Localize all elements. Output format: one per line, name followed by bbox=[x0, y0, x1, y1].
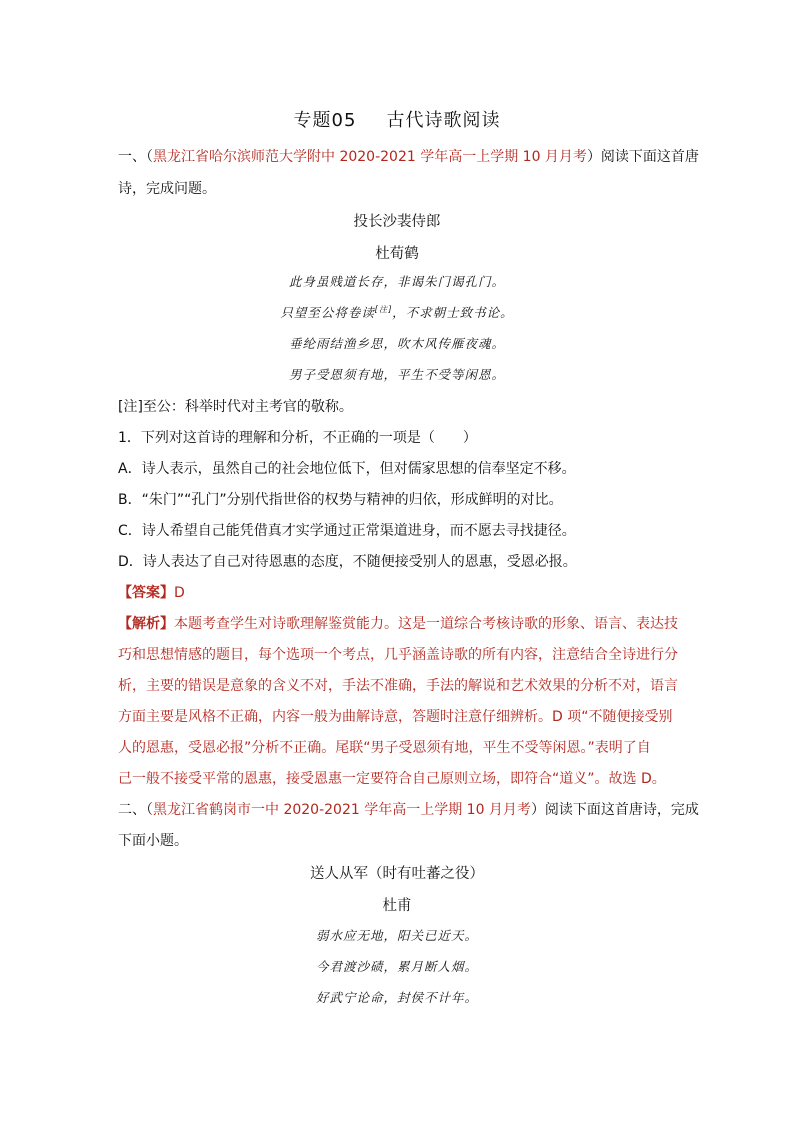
poem2-title: 送人从军（时有吐蕃之役） bbox=[310, 866, 484, 882]
poem1-line: 此身虽贱道长存，非谒朱门谒孔门。 bbox=[288, 274, 505, 289]
poem2-line: 今君渡沙碛，累月断人烟。 bbox=[315, 959, 478, 974]
question-1: 1．下列对这首诗的理解和分析，不正确的一项是（ ） bbox=[118, 430, 477, 446]
poem1-line: 垂纶雨结渔乡思，吹木风传雁夜魂。 bbox=[288, 336, 505, 351]
poem1-title: 投长沙裴侍郎 bbox=[353, 214, 441, 230]
poem1-line: 男子受恩须有地，平生不受等闲恩。 bbox=[288, 367, 505, 382]
analysis-line: 析，主要的错误是意象的含义不对，手法不准确，手法的解说和艺术效果的分析不对，语言 bbox=[118, 678, 678, 694]
q2-source: 黑龙江省鹤岗市一中 2020-2021 学年高一上学期 10 月月考 bbox=[153, 802, 531, 818]
analysis-line: 人的恩惠，受恩必报”分析不正确。尾联“男子受恩须有地，平生不受等闲恩。”表明了自 bbox=[118, 740, 651, 756]
poem2-author: 杜甫 bbox=[382, 898, 412, 914]
answer-label: 【答案】 bbox=[118, 585, 174, 601]
poem1-line: 只望至公将卷读[注]，不求朝士致书论。 bbox=[280, 304, 514, 320]
title-name: 古代诗歌阅读 bbox=[386, 110, 501, 131]
analysis-label: 【解析】 bbox=[118, 616, 174, 632]
q2-heading-cont: 下面小题。 bbox=[118, 833, 188, 849]
poem2-line: 弱水应无地，阳关已近天。 bbox=[315, 928, 478, 943]
q1-heading: 一、（黑龙江省哈尔滨师范大学附中 2020-2021 学年高一上学期 10 月月考）阅读下面这首唐 bbox=[118, 149, 699, 165]
q1-heading-cont: 诗，完成问题。 bbox=[118, 181, 216, 197]
page-title bbox=[0, 106, 794, 132]
answer bbox=[118, 582, 185, 602]
q1-source: 黑龙江省哈尔滨师范大学附中 2020-2021 学年高一上学期 10 月月考 bbox=[153, 149, 587, 165]
footnote-mark: [注] bbox=[374, 304, 393, 314]
q2-heading: 二、（黑龙江省鹤岗市一中 2020-2021 学年高一上学期 10 月月考）阅读下面这首唐诗，完成 bbox=[118, 802, 699, 818]
analysis-line: 己一般不接受平常的恩惠，接受恩惠一定要符合自己原则立场，即符合“道义”。故选 D。 bbox=[118, 771, 666, 787]
footnote: [注]至公：科举时代对主考官的敬称。 bbox=[118, 399, 353, 415]
answer-value: D bbox=[174, 585, 185, 601]
option-c: C．诗人希望自己能凭借真才实学通过正常渠道进身，而不愿去寻找捷径。 bbox=[118, 523, 576, 539]
analysis-line: 【解析】本题考查学生对诗歌理解鉴赏能力。这是一道综合考核诗歌的形象、语言、表达技 bbox=[118, 616, 678, 632]
poem2-line: 好武宁论命，封侯不计年。 bbox=[315, 990, 478, 1005]
option-b: B．“朱门”“孔门”分别代指世俗的权势与精神的归依，形成鲜明的对比。 bbox=[118, 492, 563, 508]
option-a: A．诗人表示，虽然自己的社会地位低下，但对儒家思想的信奉坚定不移。 bbox=[118, 461, 576, 477]
poem1-author: 杜荀鹤 bbox=[375, 246, 419, 262]
analysis-line: 巧和思想情感的题目，每个选项一个考点，几乎涵盖诗歌的所有内容，注意结合全诗进行分 bbox=[118, 647, 678, 663]
title-topic: 专题05 bbox=[293, 110, 357, 131]
option-d: D．诗人表达了自己对待恩惠的态度，不随便接受别人的恩惠，受恩必报。 bbox=[118, 554, 577, 570]
analysis-line: 方面主要是风格不正确，内容一般为曲解诗意，答题时注意仔细辨析。D 项“不随便接受别 bbox=[118, 709, 673, 725]
